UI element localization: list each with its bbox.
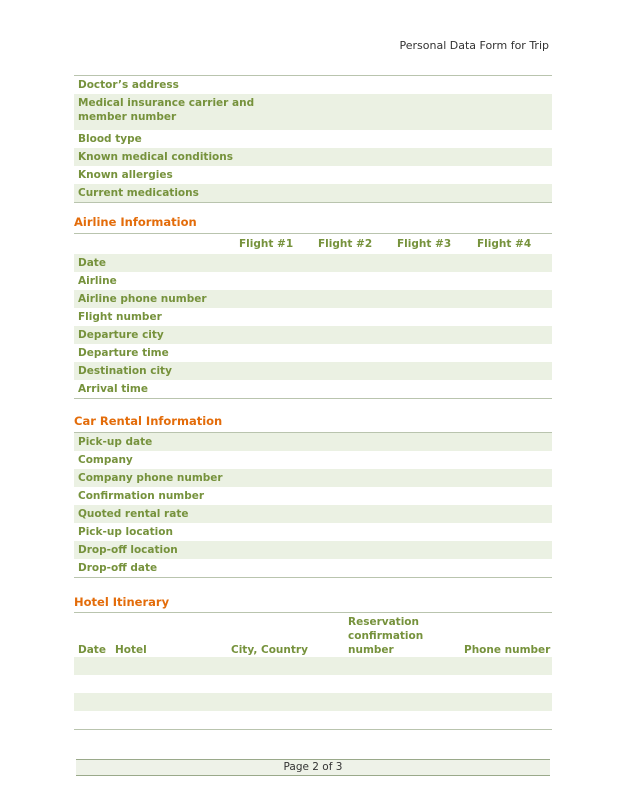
col-date: Date bbox=[78, 644, 106, 656]
col-reservation-line-1: Reservation bbox=[348, 616, 419, 628]
row-quoted-rental-rate bbox=[74, 505, 552, 523]
hotel-section-title: Hotel Itinerary bbox=[74, 595, 170, 609]
row-destination-city bbox=[74, 362, 552, 380]
row-label: Company bbox=[78, 454, 133, 466]
row-confirmation-number bbox=[74, 487, 552, 505]
row-label: Medical insurance carrier and bbox=[78, 97, 255, 109]
row-company bbox=[74, 451, 552, 469]
row-doctors-address bbox=[74, 76, 552, 94]
page-footer: Page 2 of 3 bbox=[76, 759, 550, 776]
row-label: Flight number bbox=[78, 311, 162, 323]
col-hotel: Hotel bbox=[115, 644, 147, 656]
airline-column-headers bbox=[74, 234, 552, 254]
hotel-table bbox=[74, 612, 552, 730]
row-company-phone bbox=[74, 469, 552, 487]
row-departure-time bbox=[74, 344, 552, 362]
col-city-country: City, Country bbox=[231, 644, 308, 656]
medical-table bbox=[74, 75, 552, 203]
row-label: Known medical conditions bbox=[78, 151, 233, 163]
row-airline-phone bbox=[74, 290, 552, 308]
col-flight-3: Flight #3 bbox=[397, 238, 452, 250]
row-pick-up-location bbox=[74, 523, 552, 541]
col-reservation-line-3: number bbox=[348, 644, 394, 656]
row-label: Departure time bbox=[78, 347, 169, 359]
car-rental-section-title: Car Rental Information bbox=[74, 414, 223, 428]
hotel-row bbox=[74, 711, 552, 729]
row-label: Arrival time bbox=[78, 383, 148, 395]
hotel-row bbox=[74, 693, 552, 711]
row-airline bbox=[74, 272, 552, 290]
row-label: Pick-up date bbox=[78, 436, 153, 448]
row-label: Doctor’s address bbox=[78, 79, 179, 91]
car-rental-table bbox=[74, 432, 552, 578]
col-reservation-line-2: confirmation bbox=[348, 630, 424, 642]
row-drop-off-location bbox=[74, 541, 552, 559]
row-label: Date bbox=[78, 257, 106, 269]
row-date bbox=[74, 254, 552, 272]
row-label: Airline phone number bbox=[78, 293, 207, 305]
row-medical-insurance bbox=[74, 94, 552, 130]
row-label: Quoted rental rate bbox=[78, 508, 189, 520]
hotel-row bbox=[74, 657, 552, 675]
row-known-allergies bbox=[74, 166, 552, 184]
row-departure-city bbox=[74, 326, 552, 344]
col-flight-2: Flight #2 bbox=[318, 238, 373, 250]
hotel-column-headers bbox=[74, 613, 552, 657]
row-pick-up-date bbox=[74, 433, 552, 451]
hotel-row bbox=[74, 675, 552, 693]
row-label: Confirmation number bbox=[78, 490, 205, 502]
airline-table bbox=[74, 233, 552, 399]
row-label: Current medications bbox=[78, 187, 199, 199]
row-label: Drop-off date bbox=[78, 562, 158, 574]
row-flight-number bbox=[74, 308, 552, 326]
row-label: Blood type bbox=[78, 133, 142, 145]
col-flight-4: Flight #4 bbox=[477, 238, 532, 250]
row-label: Company phone number bbox=[78, 472, 223, 484]
row-label-continued: member number bbox=[78, 111, 177, 123]
row-known-medical-conditions bbox=[74, 148, 552, 166]
row-current-medications bbox=[74, 184, 552, 202]
row-label: Known allergies bbox=[78, 169, 173, 181]
row-label: Airline bbox=[78, 275, 117, 287]
row-label: Destination city bbox=[78, 365, 172, 377]
page-header-title: Personal Data Form for Trip bbox=[399, 39, 549, 52]
row-arrival-time bbox=[74, 380, 552, 398]
row-label: Pick-up location bbox=[78, 526, 173, 538]
col-flight-1: Flight #1 bbox=[239, 238, 294, 250]
col-phone-number: Phone number bbox=[464, 644, 551, 656]
airline-section-title: Airline Information bbox=[74, 215, 197, 229]
row-label: Departure city bbox=[78, 329, 164, 341]
row-blood-type bbox=[74, 130, 552, 148]
row-label: Drop-off location bbox=[78, 544, 178, 556]
row-drop-off-date bbox=[74, 559, 552, 577]
